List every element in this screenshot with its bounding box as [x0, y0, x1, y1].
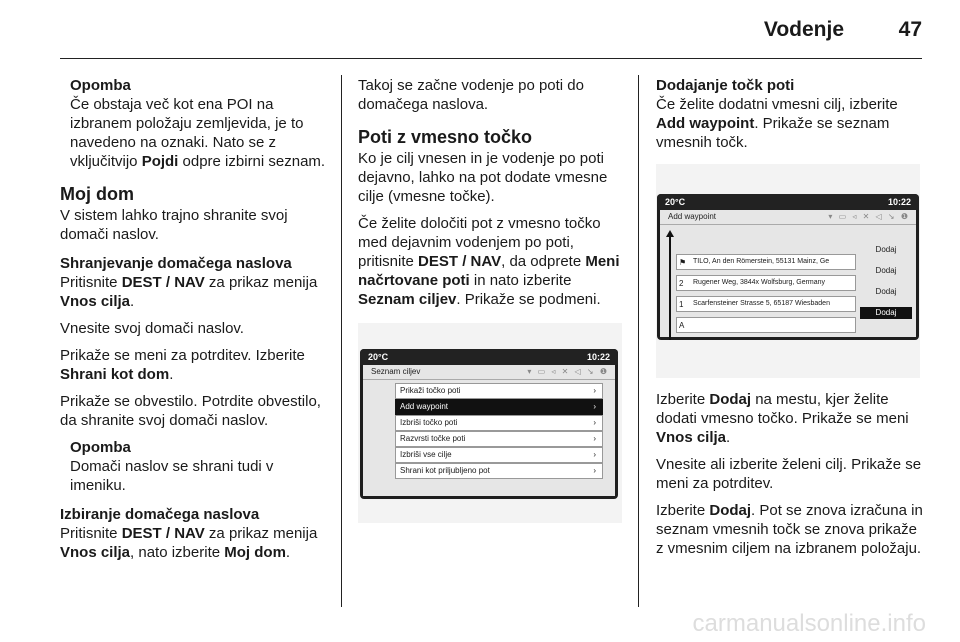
note-heading: Opomba	[70, 439, 131, 456]
waypoint-number-icon: 2	[679, 279, 684, 288]
page-header	[60, 0, 922, 59]
status-icons: ▾ ▭ ◃ ✕ ◁ ↘ ❶	[527, 367, 609, 376]
subheading-select-home: Izbiranje domačega naslova	[60, 506, 260, 523]
note-text: Domači naslov se shrani tudi v imeniku.	[70, 458, 274, 494]
screen-subtitle: Seznam ciljev ▾ ▭ ◃ ✕ ◁ ↘ ❶	[363, 365, 615, 380]
column-2	[358, 76, 624, 535]
chevron-right-icon: ›	[593, 402, 596, 411]
display-screen	[657, 194, 919, 340]
waypoint-item[interactable]	[676, 317, 856, 333]
screen-subtitle: Add waypoint ▾ ▭ ◃ ✕ ◁ ↘ ❶	[660, 210, 916, 225]
section-heading-moj-dom: Moj dom	[60, 184, 134, 204]
add-button[interactable]: Dodaj	[875, 245, 897, 254]
paragraph: Vnesite ali izberite želeni cilj. Prikaže se meni za potrditev.	[656, 456, 922, 492]
paragraph: Prikaže se meni za potrditev. Izberite Shrani kot dom.	[60, 347, 305, 383]
menu-item[interactable]: Razvrsti točke poti ›	[395, 431, 603, 447]
paragraph: Če želite določiti pot z vmesno točko med dejavnim vodenjem po poti, pritisnite DEST / NAV, da odprete Meni načrtovane poti in nato izberite Seznam ciljev. Prikaže se podmeni.	[358, 215, 620, 308]
subheading-save-home: Shranjevanje domačega naslova	[60, 255, 292, 272]
watermark: carmanualsonline.info	[692, 610, 926, 637]
temperature: 20°C	[368, 352, 389, 362]
note-text: Če obstaja več kot ena POI na izbranem položaju zemljevida, je to navedeno na oznaki. Nato se z vključitvijo Pojdi odpre izbirni seznam.	[70, 96, 326, 170]
screen-body	[660, 210, 916, 337]
waypoint-item[interactable]: 1 Scarfensteiner Strasse 5, 65187 Wiesbaden	[676, 296, 856, 312]
waypoint-item[interactable]: ⚑ TILO, An den Römerstein, 55131 Mainz, Ge	[676, 254, 856, 270]
column-1	[60, 76, 330, 570]
paragraph: Če želite dodatni vmesni cilj, izberite Add waypoint. Prikaže se seznam vmesnih točk.	[656, 96, 898, 151]
route-line	[669, 236, 671, 340]
add-button[interactable]: Dodaj	[875, 287, 897, 296]
menu-item[interactable]: Shrani kot priljubljeno pot ›	[395, 463, 603, 479]
status-icons: ▾ ▭ ◃ ✕ ◁ ↘ ❶	[828, 212, 910, 221]
screenshot-add-waypoint	[656, 164, 920, 378]
paragraph: Vnesite svoj domači naslov.	[60, 320, 244, 337]
start-marker-icon: A	[679, 321, 685, 330]
subheading-add-waypoints: Dodajanje točk poti	[656, 77, 795, 94]
status-bar	[657, 194, 919, 210]
chevron-right-icon: ›	[593, 418, 596, 427]
menu-item[interactable]: Izbriši točko poti ›	[395, 415, 603, 431]
note-box	[60, 438, 330, 495]
column-divider	[341, 75, 342, 607]
add-button[interactable]: Dodaj	[860, 307, 912, 319]
chevron-right-icon: ›	[593, 450, 596, 459]
paragraph: Izberite Dodaj na mestu, kjer želite dodati vmesno točko. Prikaže se meni Vnos cilja.	[656, 391, 909, 446]
menu-item[interactable]: Izbriši vse cilje ›	[395, 447, 603, 463]
temperature: 20°C	[665, 197, 686, 207]
note-box	[60, 76, 330, 171]
display-screen	[360, 349, 618, 499]
note-heading: Opomba	[70, 77, 131, 94]
menu-item[interactable]: Add waypoint ›	[395, 399, 603, 415]
screenshot-destination-list	[358, 323, 622, 523]
section-heading-waypoints: Poti z vmesno točko	[358, 127, 533, 147]
paragraph: Takoj se začne vodenje po poti do domačega naslova.	[358, 77, 584, 113]
menu-item[interactable]: Prikaži točko poti ›	[395, 383, 603, 399]
chevron-right-icon: ›	[593, 434, 596, 443]
paragraph: Pritisnite DEST / NAV za prikaz menija Vnos cilja, nato izberite Moj dom.	[60, 525, 318, 561]
waypoint-number-icon: 1	[679, 300, 684, 309]
waypoint-item[interactable]: 2 Rugener Weg, 3844x Wolfsburg, Germany	[676, 275, 856, 291]
column-divider	[638, 75, 639, 607]
paragraph: Izberite Dodaj. Pot se znova izračuna in seznam vmesnih točk se znova prikaže z vmesnim ciljem na izbranem položaju.	[656, 502, 923, 557]
screen-body	[363, 365, 615, 496]
add-button[interactable]: Dodaj	[875, 266, 897, 275]
paragraph: Pritisnite DEST / NAV za prikaz menija Vnos cilja.	[60, 274, 318, 310]
chevron-right-icon: ›	[593, 386, 596, 395]
paragraph: Ko je cilj vnesen in je vodenje po poti dejavno, lahko na pot dodate vmesne cilje (vmesne točke).	[358, 150, 608, 205]
chevron-right-icon: ›	[593, 466, 596, 475]
chapter-title: Vodenje	[763, 18, 844, 41]
paragraph: Prikaže se obvestilo. Potrdite obvestilo, da shranite svoj domači naslov.	[60, 393, 321, 429]
clock: 10:22	[586, 352, 610, 362]
clock: 10:22	[887, 197, 911, 207]
flag-icon: ⚑	[679, 258, 687, 267]
column-3	[656, 76, 924, 566]
page-number: 47	[898, 18, 922, 41]
paragraph: V sistem lahko trajno shranite svoj domači naslov.	[60, 207, 288, 243]
status-bar	[360, 349, 618, 365]
